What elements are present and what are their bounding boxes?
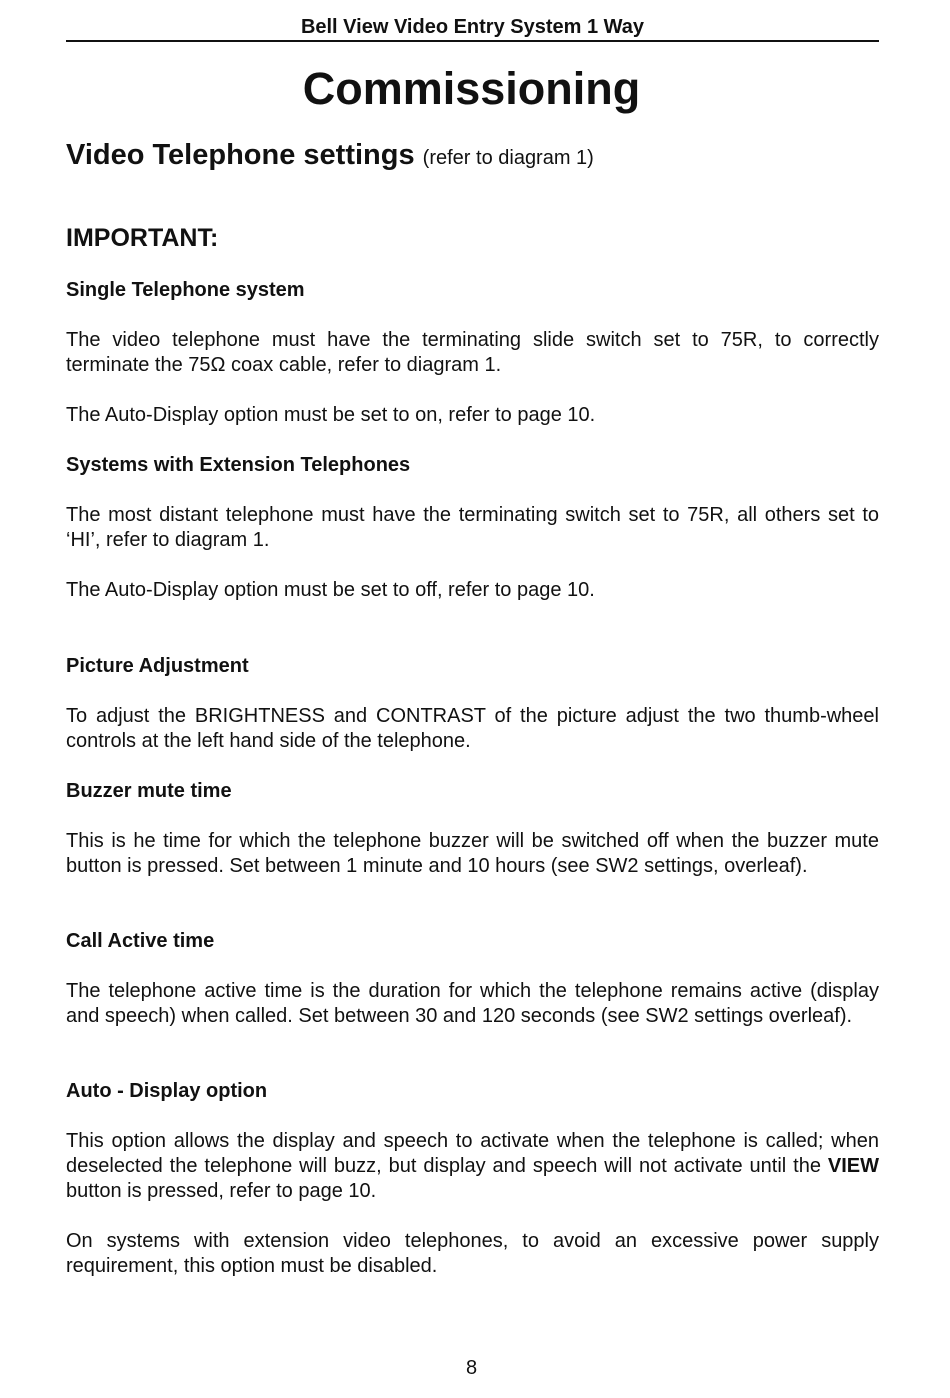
page-number: 8 bbox=[465, 1357, 478, 1379]
buzzer-mute-heading: Buzzer mute time bbox=[66, 780, 232, 802]
call-active-heading: Call Active time bbox=[66, 930, 215, 952]
single-telephone-heading: Single Telephone system bbox=[66, 279, 305, 301]
call-active-paragraph: The telephone active time is the duration for which the telephone remains active (display and speech) when called. Set between 30 and 120 seconds (see SW2 settings overleaf). bbox=[66, 980, 879, 1027]
running-header: Bell View Video Entry System 1 Way bbox=[66, 14, 879, 42]
auto-display-paragraph-2: On systems with extension video telephones, to avoid an excessive power supply requirement, this option must be disabled. bbox=[66, 1230, 879, 1277]
extension-telephones-heading: Systems with Extension Telephones bbox=[66, 454, 411, 476]
section-title bbox=[66, 136, 594, 177]
view-button-label: VIEW bbox=[827, 1155, 879, 1177]
section-title-text: Video Telephone settings bbox=[66, 139, 415, 171]
auto-display-text-after: button is pressed, refer to page 10. bbox=[66, 1180, 377, 1202]
extension-telephones-paragraph-1: The most distant telephone must have the terminating switch set to 75R, all others set to ‘HI’, refer to diagram 1. bbox=[66, 504, 879, 551]
page-title: Commissioning bbox=[302, 63, 641, 114]
buzzer-mute-paragraph: This is he time for which the telephone buzzer will be switched off when the buzzer mute button is pressed. Set between 1 minute and 10 hours (see SW2 settings, overleaf). bbox=[66, 830, 879, 877]
section-title-ref: (refer to diagram 1) bbox=[422, 147, 594, 169]
auto-display-paragraph-1 bbox=[66, 1129, 879, 1204]
extension-telephones-paragraph-2: The Auto-Display option must be set to off, refer to page 10. bbox=[66, 579, 595, 601]
single-telephone-paragraph-1: The video telephone must have the terminating slide switch set to 75R, to correctly terminate the 75Ω coax cable, refer to diagram 1. bbox=[66, 329, 879, 376]
important-heading: IMPORTANT: bbox=[66, 224, 219, 252]
single-telephone-paragraph-2: The Auto-Display option must be set to on, refer to page 10. bbox=[66, 404, 596, 426]
auto-display-heading: Auto - Display option bbox=[66, 1080, 268, 1102]
picture-adjustment-paragraph: To adjust the BRIGHTNESS and CONTRAST of the picture adjust the two thumb-wheel controls at the left hand side of the telephone. bbox=[66, 705, 879, 752]
picture-adjustment-heading: Picture Adjustment bbox=[66, 655, 249, 677]
auto-display-text-before: This option allows the display and speech to activate when the telephone is called; when deselected the telephone will buzz, but display and speech will not activate until the bbox=[66, 1130, 879, 1177]
